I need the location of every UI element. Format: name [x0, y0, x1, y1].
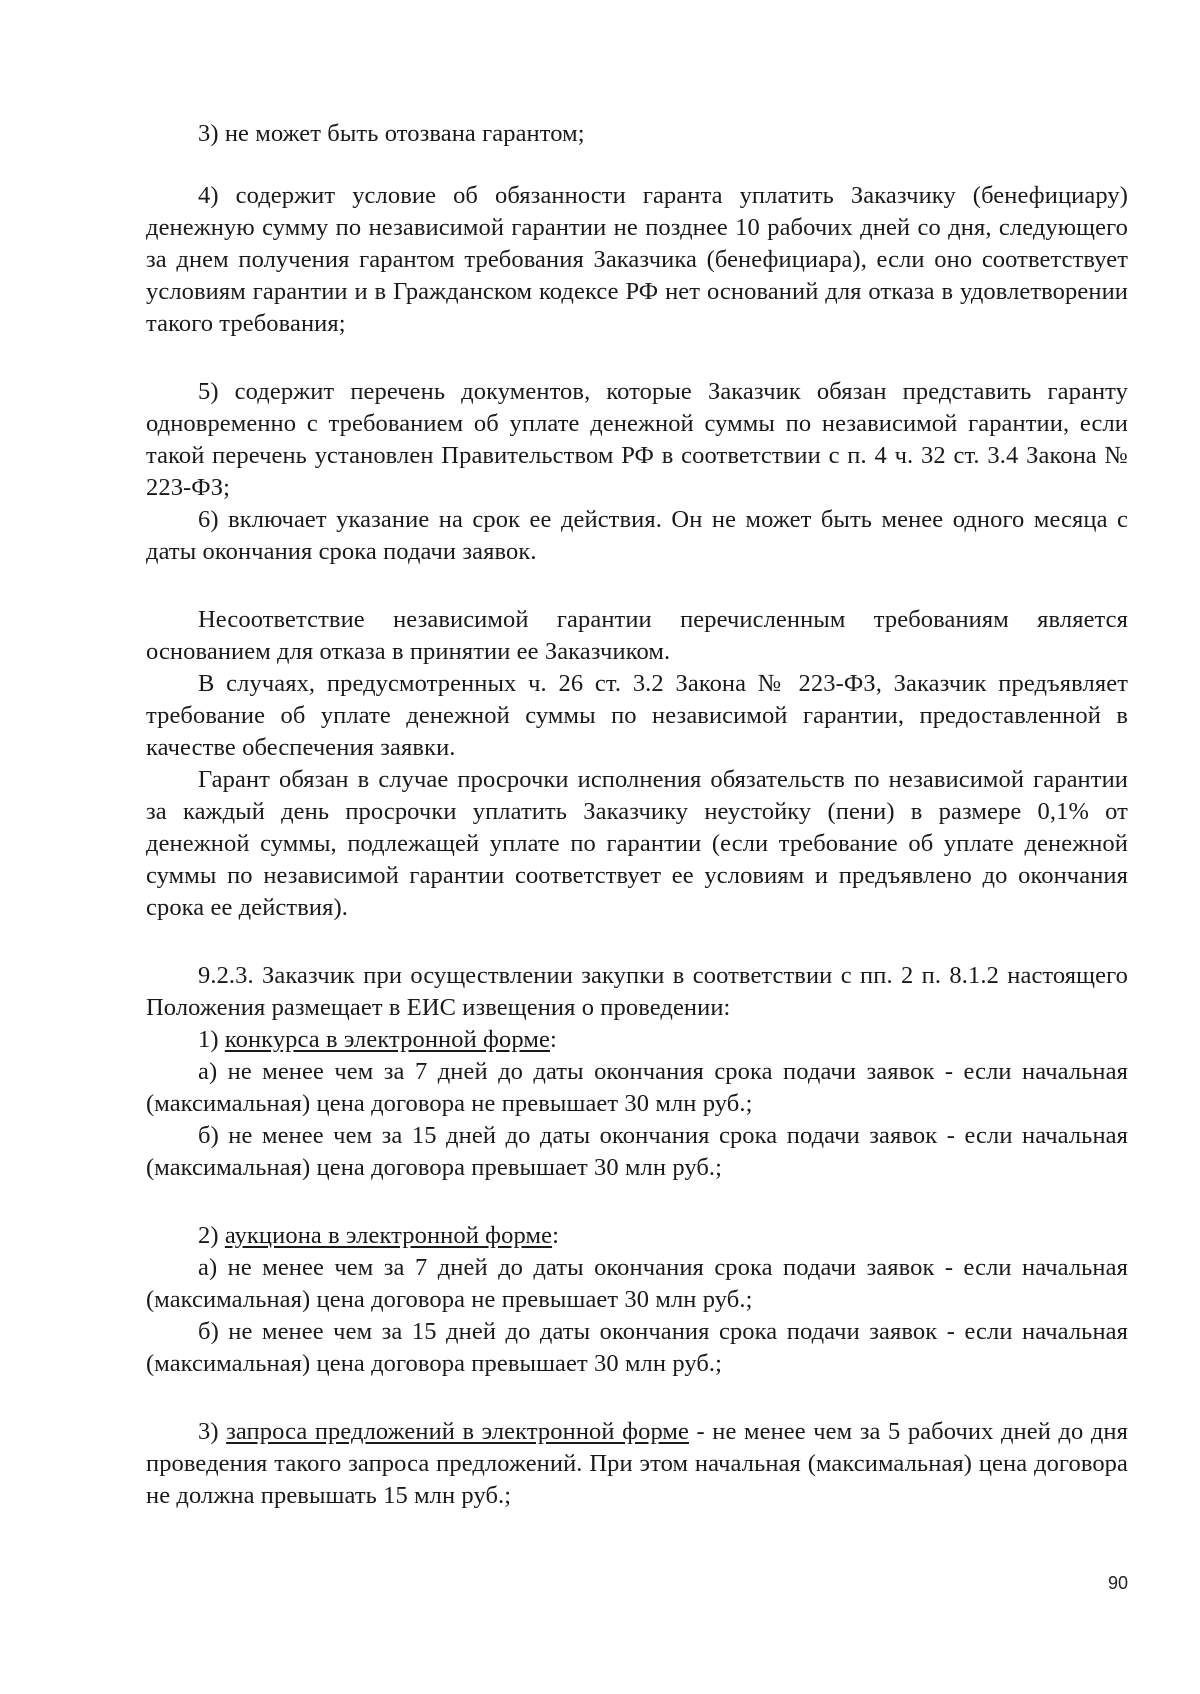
contest-number: 1)	[198, 1026, 225, 1053]
contest-item-a: а) не менее чем за 7 дней до даты окончания срока подачи заявок - если начальная (максимальная) цена договора не превышает 30 млн руб.;	[146, 1058, 1128, 1117]
auction-item-b: б) не менее чем за 15 дней до даты окончания срока подачи заявок - если начальная (максимальная) цена договора превышает 30 млн руб.;	[146, 1318, 1128, 1377]
item-6-paragraph: 6) включает указание на срок ее действия. Он не может быть менее одного месяца с даты окончания срока подачи заявок.	[146, 506, 1128, 565]
auction-number: 2)	[198, 1222, 225, 1249]
auction-item-a: а) не менее чем за 7 дней до даты окончания срока подачи заявок - если начальная (максимальная) цена договора не превышает 30 млн руб.;	[146, 1254, 1128, 1313]
contest-title: конкурса в электронной форме	[224, 1026, 550, 1053]
page-number: 90	[1107, 1573, 1128, 1593]
proposals-title: запроса предложений в электронной форме	[226, 1418, 690, 1445]
claim-cases-paragraph: В случаях, предусмотренных ч. 26 ст. 3.2 Закона № 223-ФЗ, Заказчик предъявляет требование об уплате денежной суммы по независимой гарантии, предоставленной в качестве обеспечения заявки.	[146, 670, 1128, 761]
proposals-paragraph	[146, 1416, 1128, 1512]
item-5-paragraph: 5) содержит перечень документов, которые Заказчик обязан представить гаранту одновременно с требованием об уплате денежной суммы по независимой гарантии, если такой перечень установлен Правительством РФ в соответствии с п. 4 ч. 32 ст. 3.4 Закона № 223-ФЗ;	[146, 378, 1128, 501]
penalty-paragraph: Гарант обязан в случае просрочки исполнения обязательств по независимой гарантии за каждый день просрочки уплатить Заказчику неустойку (пени) в размере 0,1% от денежной суммы, подлежащей уплате по гарантии (если требование об уплате денежной суммы по независимой гарантии соответствует ее условиям и предъявлено до окончания срока ее действия).	[146, 766, 1128, 921]
auction-heading	[146, 1220, 1128, 1252]
item-4-paragraph: 4) содержит условие об обязанности гаранта уплатить Заказчику (бенефициару) денежную сумму по независимой гарантии не позднее 10 рабочих дней со дня, следующего за днем получения гарантом требования Заказчика (бенефициара), если оно соответствует условиям гарантии и в Гражданском кодексе РФ нет оснований для отказа в удовлетворении такого требования;	[146, 182, 1128, 337]
contest-item-b: б) не менее чем за 15 дней до даты окончания срока подачи заявок - если начальная (максимальная) цена договора превышает 30 млн руб.;	[146, 1122, 1128, 1181]
contest-colon: :	[549, 1026, 557, 1053]
document-body	[146, 118, 1128, 1512]
section-9-2-3-paragraph: 9.2.3. Заказчик при осуществлении закупки в соответствии с пп. 2 п. 8.1.2 настоящего Положения размещает в ЕИС извещения о проведении:	[146, 962, 1128, 1021]
auction-colon: :	[552, 1222, 559, 1249]
proposals-number: 3)	[198, 1418, 227, 1445]
contest-heading	[146, 1024, 1128, 1056]
noncompliance-paragraph: Несоответствие независимой гарантии перечисленным требованиям является основанием для отказа в принятии ее Заказчиком.	[146, 606, 1128, 665]
item-3-paragraph: 3) не может быть отозвана гарантом;	[198, 120, 585, 147]
auction-title: аукциона в электронной форме	[224, 1222, 553, 1249]
proposals-rest: - не менее чем за 5 рабочих дней до дня проведения такого запроса предложений. При этом начальная (максимальная) цена договора не должна превышать 15 млн руб.;	[146, 1418, 1128, 1509]
